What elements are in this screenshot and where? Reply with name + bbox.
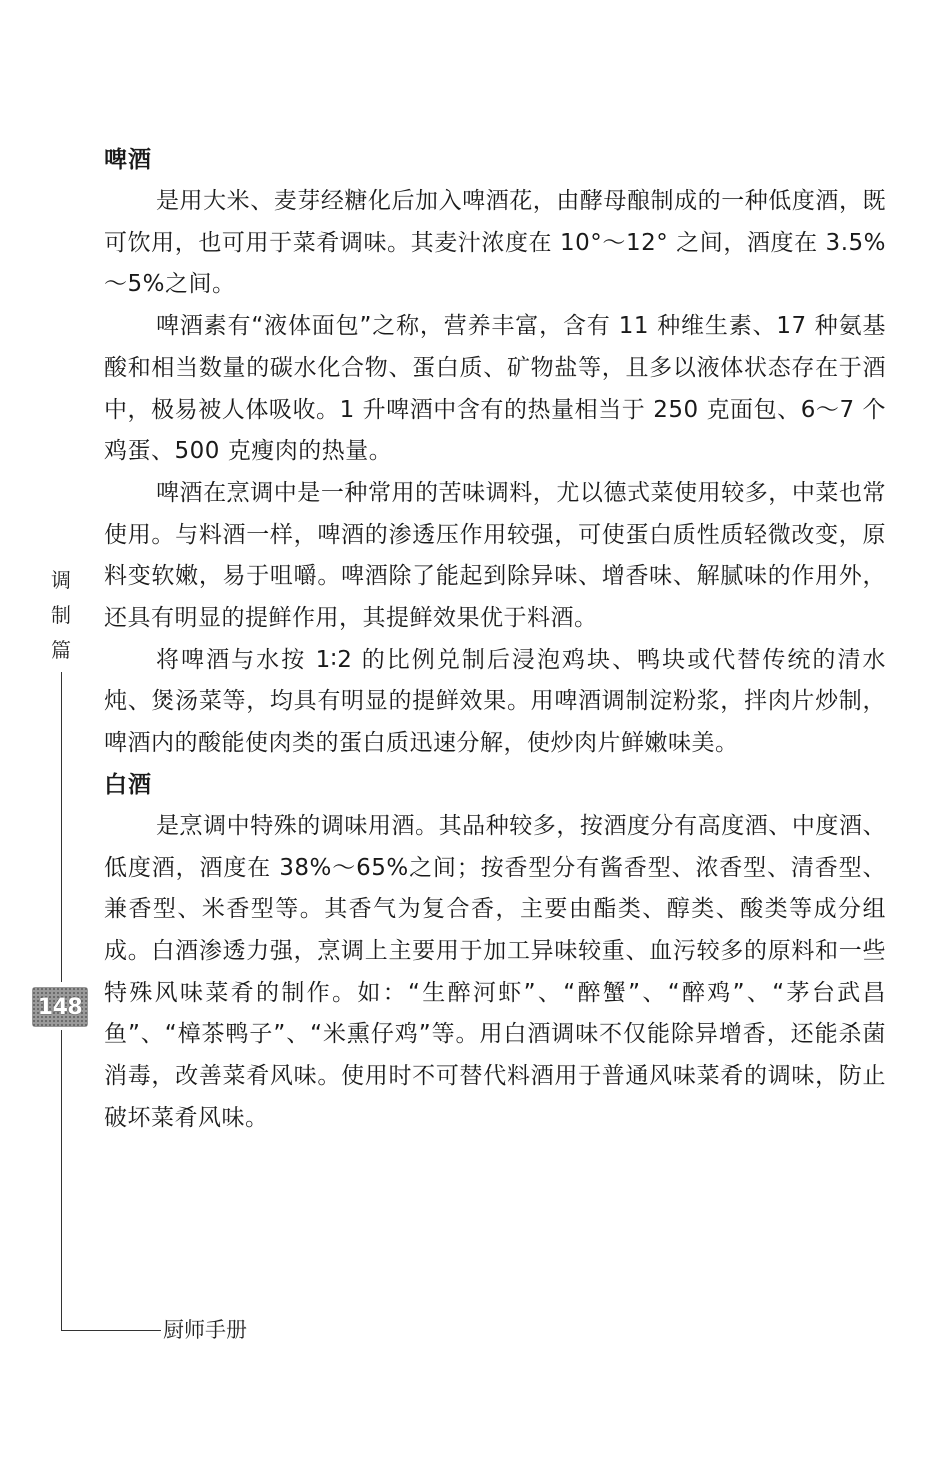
footer-rule [61, 1330, 161, 1331]
page-number-badge [32, 987, 88, 1027]
margin-rule-top [61, 672, 62, 982]
page-content [104, 140, 886, 1139]
paragraph: 啤酒素有“液体面包”之称，营养丰富，含有 11 种维生素、17 种氨基酸和相当数量的碳水化合物、蛋白质、矿物盐等，且多以液体状态存在于酒中，极易被人体吸收。1 升啤酒中含有的热量相当于 250 克面包、6～7 个鸡蛋、500 克瘦肉的热量。 [104, 313, 886, 465]
section-heading-beer: 啤酒 [104, 147, 152, 173]
side-label-char: 制 [51, 603, 71, 627]
paragraph: 是用大米、麦芽经糖化后加入啤酒花，由酵母酿制成的一种低度酒，既可饮用，也可用于菜肴调味。其麦汁浓度在 10°～12° 之间，酒度在 3.5%～5%之间。 [104, 188, 886, 298]
footer-book-title: 厨师手册 [163, 1318, 247, 1342]
page-number: 148 [37, 994, 83, 1020]
paragraph: 啤酒在烹调中是一种常用的苦味调料，尤以德式菜使用较多，中菜也常使用。与料酒一样，啤酒的渗透压作用较强，可使蛋白质性质轻微改变，原料变软嫩，易于咀嚼。啤酒除了能起到除异味、增香味、解腻味的作用外，还具有明显的提鲜作用，其提鲜效果优于料酒。 [104, 479, 886, 632]
paragraph: 是烹调中特殊的调味用酒。其品种较多，按酒度分有高度酒、中度酒、低度酒，酒度在 38%～65%之间；按香型分有酱香型、浓香型、清香型、兼香型、米香型等。其香气为复合香，主要由酯类、醇类、酸类等成分组成。白酒渗透力强，烹调上主要用于加工异味较重、血污较多的原料和一些特殊风味菜肴的制作。如：“生醉河虾”、“醉蟹”、“醉鸡”、“茅台武昌鱼”、“樟茶鸭子”、“米熏仔鸡”等。用白酒调味不仅能除异增香，还能杀菌消毒，改善菜肴风味。使用时不可替代料酒用于普通风味菜肴的调味，防止破坏菜肴风味。 [104, 812, 886, 1131]
side-label-char: 篇 [51, 638, 71, 662]
side-label-char: 调 [51, 568, 71, 592]
section-heading-baijiu: 白酒 [104, 771, 152, 798]
paragraph: 将啤酒与水按 1∶2 的比例兑制后浸泡鸡块、鸭块或代替传统的清水炖、煲汤菜等，均具有明显的提鲜效果。用啤酒调制淀粉浆，拌肉片炒制，啤酒内的酸能使肉类的蛋白质迅速分解，使炒肉片鲜嫩味美。 [104, 646, 886, 757]
margin-rule-bottom [61, 1030, 62, 1330]
chapter-side-label [48, 563, 74, 668]
